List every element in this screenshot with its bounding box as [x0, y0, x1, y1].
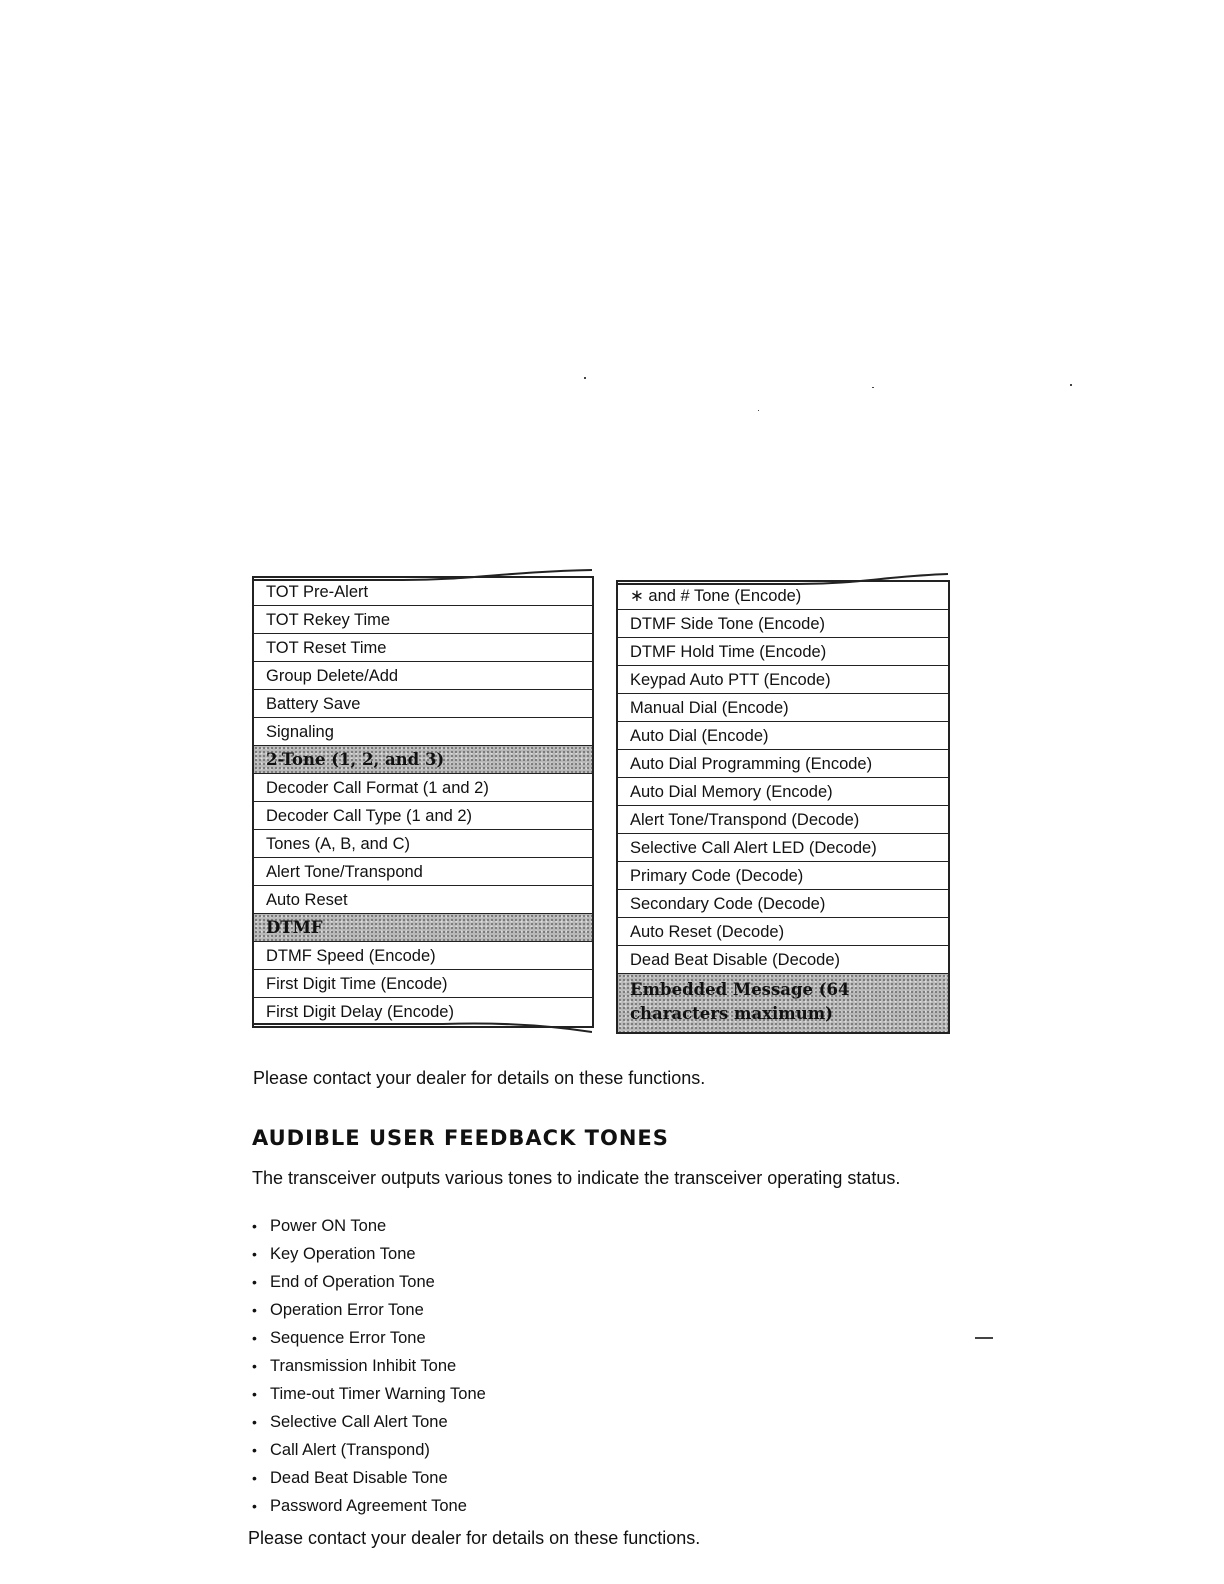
list-item: • Time-out Timer Warning Tone [252, 1382, 486, 1410]
table-row: Manual Dial (Encode) [618, 694, 948, 722]
list-item: • Sequence Error Tone [252, 1326, 486, 1354]
list-item: • Key Operation Tone [252, 1242, 486, 1270]
table-row: Embedded Message (64 characters maximum) [618, 974, 948, 1032]
list-item: • End of Operation Tone [252, 1270, 486, 1298]
table-row: Primary Code (Decode) [618, 862, 948, 890]
scan-speck [872, 387, 874, 388]
table-row: First Digit Delay (Encode) [266, 1003, 454, 1021]
table-row: Selective Call Alert LED (Decode) [618, 834, 948, 862]
table-row: Decoder Call Format (1 and 2) [254, 774, 592, 802]
list-item: • Transmission Inhibit Tone [252, 1354, 486, 1382]
list-item: • Call Alert (Transpond) [252, 1438, 486, 1466]
dealer-note: Please contact your dealer for details on these functions. [253, 1068, 706, 1088]
table-bottom-curl [254, 1022, 592, 1036]
scan-speck [1070, 384, 1072, 386]
scan-speck [584, 377, 586, 379]
table-row: DTMF [254, 914, 592, 942]
table-row: DTMF Speed (Encode) [254, 942, 592, 970]
right-function-table [616, 580, 950, 1034]
table-row: Auto Dial (Encode) [618, 722, 948, 750]
table-row: DTMF Hold Time (Encode) [618, 638, 948, 666]
table-row: Auto Reset [254, 886, 592, 914]
section-heading: AUDIBLE USER FEEDBACK TONES [252, 1126, 669, 1150]
table-row: Battery Save [254, 690, 592, 718]
table-row: TOT Pre-Alert [254, 578, 592, 606]
list-item: • Dead Beat Disable Tone [252, 1466, 486, 1494]
table-row: Dead Beat Disable (Decode) [618, 946, 948, 974]
table-row: 2-Tone (1, 2, and 3) [254, 746, 592, 774]
scan-speck [758, 410, 759, 411]
table-row: Tones (A, B, and C) [254, 830, 592, 858]
table-row: Auto Reset (Decode) [618, 918, 948, 946]
tone-list [252, 1214, 486, 1522]
left-function-table [252, 576, 594, 1028]
section-intro: The transceiver outputs various tones to indicate the transceiver operating status. [252, 1168, 901, 1188]
table-row: Auto Dial Programming (Encode) [618, 750, 948, 778]
table-row: Decoder Call Type (1 and 2) [254, 802, 592, 830]
scan-speck [975, 1337, 993, 1339]
list-item: • Selective Call Alert Tone [252, 1410, 486, 1438]
table-row: Keypad Auto PTT (Encode) [618, 666, 948, 694]
right-table-rows [618, 582, 948, 1032]
table-row: Alert Tone/Transpond (Decode) [618, 806, 948, 834]
list-item: • Power ON Tone [252, 1214, 486, 1242]
table-row: TOT Reset Time [254, 634, 592, 662]
table-row: Secondary Code (Decode) [618, 890, 948, 918]
left-table-rows [254, 578, 592, 1026]
list-item: • Operation Error Tone [252, 1298, 486, 1326]
table-row: DTMF Side Tone (Encode) [618, 610, 948, 638]
dealer-note-bottom: Please contact your dealer for details on these functions. [248, 1528, 701, 1548]
table-row: TOT Rekey Time [254, 606, 592, 634]
list-item: • Password Agreement Tone [252, 1494, 486, 1522]
table-row: Alert Tone/Transpond [254, 858, 592, 886]
table-row: Group Delete/Add [254, 662, 592, 690]
table-top-curl [254, 568, 592, 582]
table-top-curl [618, 572, 948, 586]
table-row: First Digit Time (Encode) [254, 970, 592, 998]
table-row: ∗ and # Tone (Encode) [618, 582, 948, 610]
table-row: Auto Dial Memory (Encode) [618, 778, 948, 806]
table-row: Signaling [254, 718, 592, 746]
